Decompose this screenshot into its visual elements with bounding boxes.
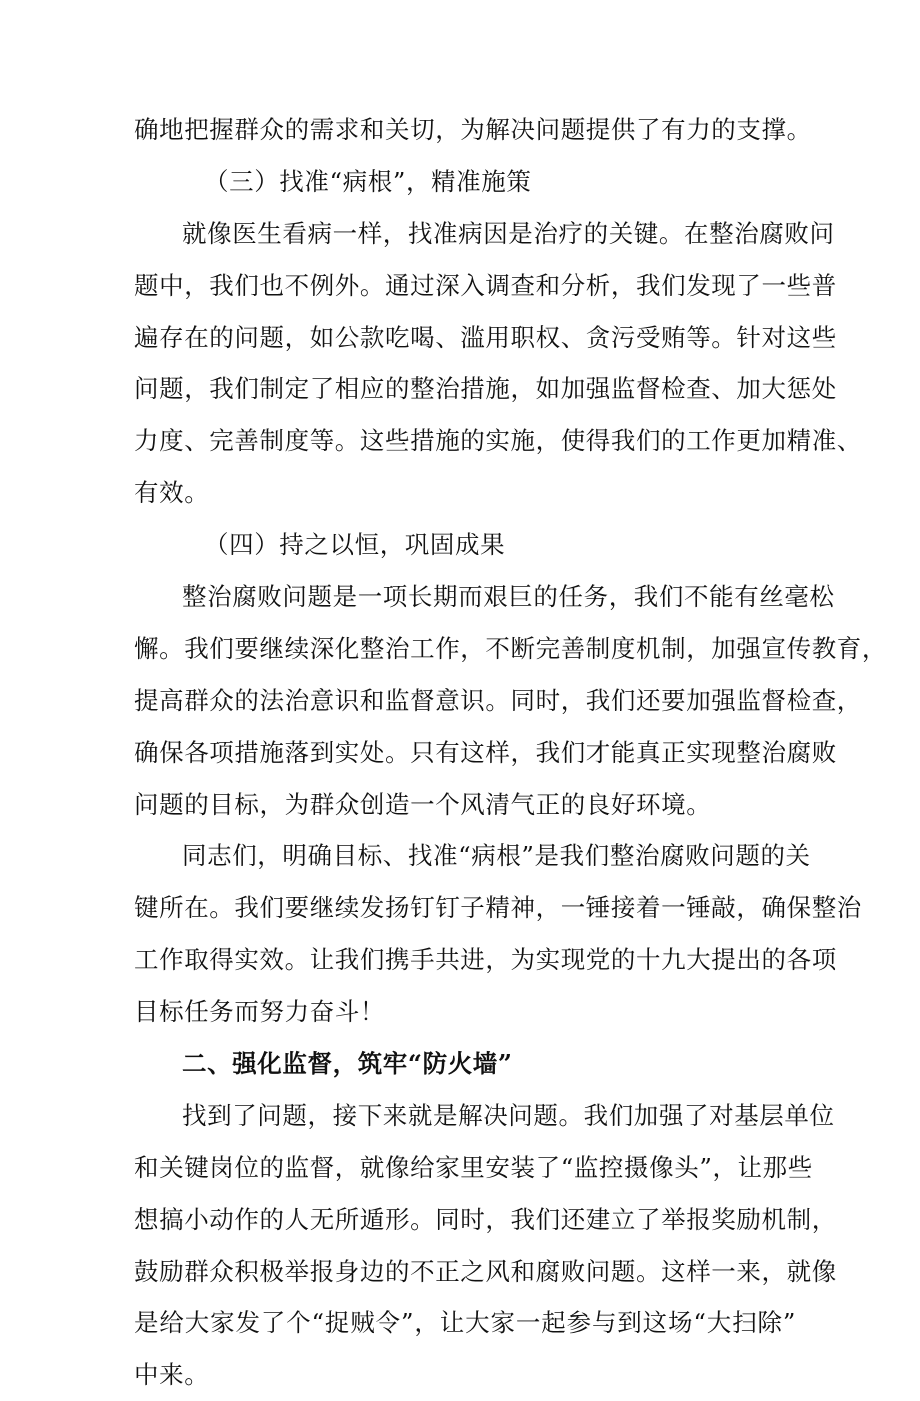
paragraph-first-line: 同志们，明确目标、找准“病根”是我们整治腐败问题的关 [182,841,811,871]
section-heading: 二、强化监督，筑牢“防火墙” [182,1049,513,1079]
text-line: 问题的目标，为群众创造一个风清气正的良好环境。 [134,789,712,819]
paragraph-first-line: 就像医生看病一样，找准病因是治疗的关键。在整治腐败问 [182,218,835,248]
text-line: 和关键岗位的监督，就像给家里安装了“监控摄像头”，让那些 [134,1152,813,1182]
paragraph-first-line: 找到了问题，接下来就是解决问题。我们加强了对基层单位 [182,1100,835,1130]
text-line: 鼓励群众积极举报身边的不正之风和腐败问题。这样一来，就像 [134,1256,837,1286]
text-line: 目标任务而努力奋斗！ [134,997,385,1027]
text-line: 想搞小动作的人无所遁形。同时，我们还建立了举报奖励机制， [134,1204,837,1234]
text-line: 问题，我们制定了相应的整治措施，如加强监督检查、加大惩处 [134,374,837,404]
text-line: 中来。 [134,1360,210,1390]
text-line: 确保各项措施落到实处。只有这样，我们才能真正实现整治腐败 [134,737,837,767]
text-line: 力度、完善制度等。这些措施的实施，使得我们的工作更加精准、 [134,426,862,456]
subheading: （四）持之以恒，巩固成果 [204,530,506,560]
subheading: （三）找准“病根”，精准施策 [204,166,532,196]
text-line: 确地把握群众的需求和关切，为解决问题提供了有力的支撑。 [134,115,812,144]
text-line: 提高群众的法治意识和监督意识。同时，我们还要加强监督检查， [134,685,862,715]
text-line: 工作取得实效。让我们携手共进，为实现党的十九大提出的各项 [134,945,837,975]
paragraph-first-line: 整治腐败问题是一项长期而艰巨的任务，我们不能有丝毫松 [182,582,835,612]
text-line: 键所在。我们要继续发扬钉钉子精神，一锤接着一锤敲，确保整治 [134,893,862,923]
text-line: 遍存在的问题，如公款吃喝、滥用职权、贪污受贿等。针对这些 [134,322,837,352]
document-page [134,104,887,1401]
text-line: 题中，我们也不例外。通过深入调查和分析，我们发现了一些普 [134,270,837,300]
text-line: 懈。我们要继续深化整治工作，不断完善制度机制，加强宣传教育， [134,633,887,663]
text-line: 是给大家发了个“捉贼令”，让大家一起参与到这场“大扫除” [134,1308,796,1338]
text-line: 有效。 [134,478,210,508]
